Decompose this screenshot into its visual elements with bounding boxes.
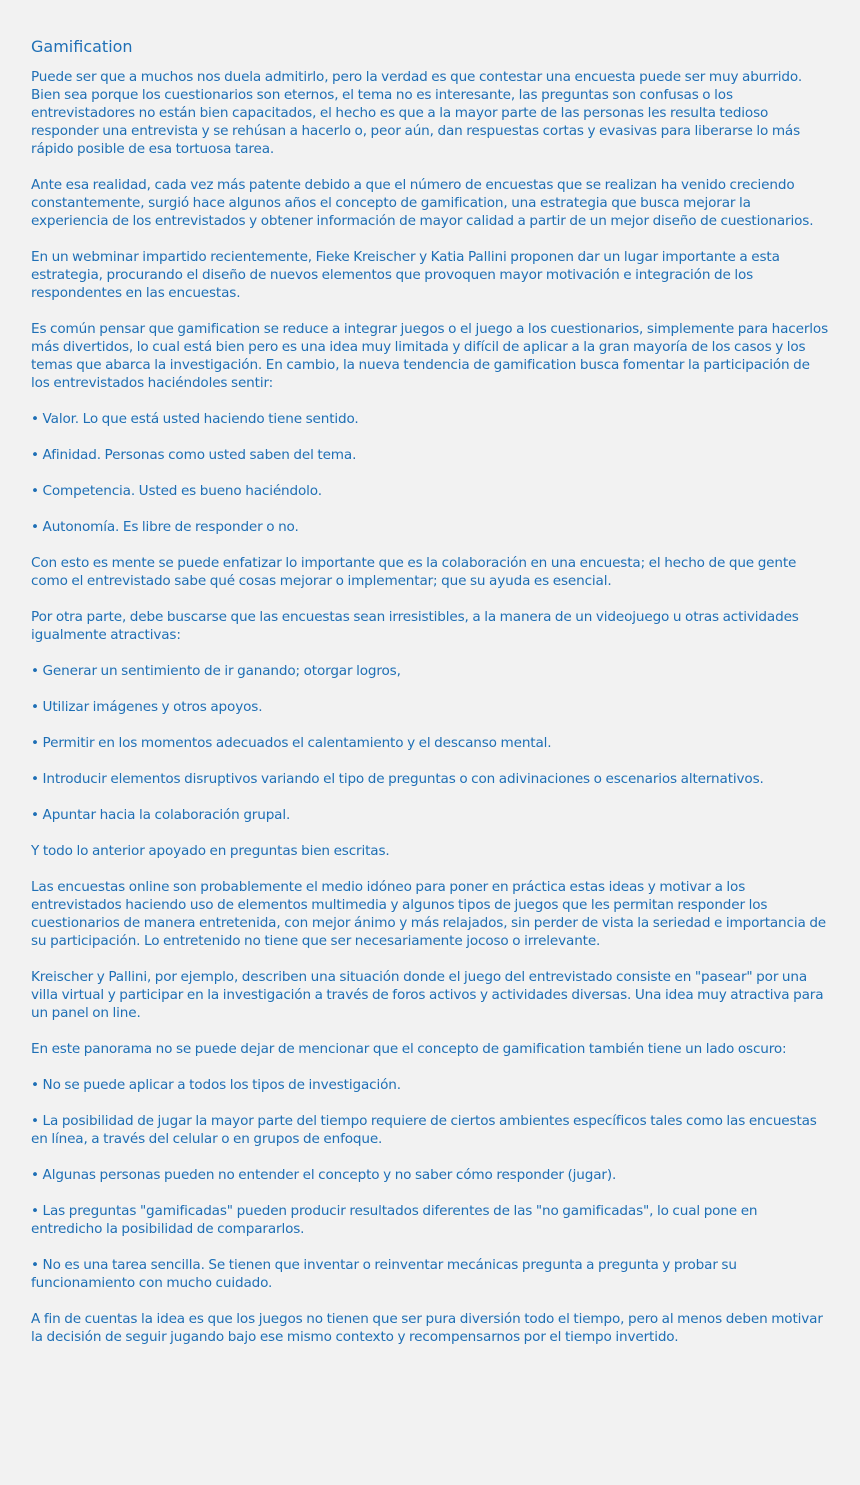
article-title: Gamification (31, 37, 133, 56)
bullet-item (31, 518, 828, 536)
bullet-dot-icon: • (31, 447, 43, 463)
bullet-dot-icon: • (31, 807, 43, 823)
bullet-text: La posibilidad de jugar la mayor parte del tiempo requiere de ciertos ambientes específicos tales como las encuestas en línea, a través del celular o en grupos de enfoque. (31, 1113, 817, 1147)
bullet-item (31, 446, 828, 464)
bullet-text: Permitir en los momentos adecuados el calentamiento y el descanso mental. (42, 735, 552, 751)
bullet-dot-icon: • (31, 699, 43, 715)
bullet-text: Apuntar hacia la colaboración grupal. (42, 807, 291, 823)
paragraph: En este panorama no se puede dejar de mencionar que el concepto de gamification también tiene un lado oscuro: (31, 1041, 787, 1057)
bullet-dot-icon: • (31, 1077, 43, 1093)
bullet-text: Valor. Lo que está usted haciendo tiene sentido. (42, 411, 359, 427)
bullet-item (31, 734, 828, 752)
bullet-text: Introducir elementos disruptivos variando el tipo de preguntas o con adivinaciones o escenarios alternativos. (42, 771, 764, 787)
paragraph: Ante esa realidad, cada vez más patente debido a que el número de encuestas que se realizan ha venido creciendo constantemente, surgió hace algunos años el concepto de gamification, una estrategia que busca mejorar la experiencia de los entrevistados y obtener información de mayor calidad a partir de un mejor diseño de cuestionarios. (31, 177, 814, 229)
paragraph: Es común pensar que gamification se reduce a integrar juegos o el juego a los cuestionarios, simplemente para hacerlos más divertidos, lo cual está bien pero es una idea muy limitada y difícil de aplicar a la gran mayoría de los casos y los temas que abarca la investigación. En cambio, la nueva tendencia de gamification busca fomentar la participación de los entrevistados haciéndoles sentir: (31, 321, 828, 391)
bullet-item (31, 482, 828, 500)
bullet-item (31, 1112, 828, 1148)
bullet-dot-icon: • (31, 1203, 43, 1219)
bullet-dot-icon: • (31, 1113, 43, 1129)
bullet-text: No es una tarea sencilla. Se tienen que inventar o reinventar mecánicas pregunta a pregunta y probar su funcionamiento con mucho cuidado. (31, 1257, 737, 1291)
bullet-item (31, 662, 828, 680)
bullet-item (31, 806, 828, 824)
paragraph: Con esto es mente se puede enfatizar lo importante que es la colaboración en una encuesta; el hecho de que gente como el entrevistado sabe qué cosas mejorar o implementar; que su ayuda es esencial. (31, 555, 797, 589)
bullet-text: Utilizar imágenes y otros apoyos. (42, 699, 263, 715)
bullet-dot-icon: • (31, 519, 43, 535)
paragraph: A fin de cuentas la idea es que los juegos no tienen que ser pura diversión todo el tiempo, pero al menos deben motivar la decisión de seguir jugando bajo ese mismo contexto y recompensarnos por el tiempo invertido. (31, 1311, 823, 1345)
bullet-item (31, 1202, 828, 1238)
paragraph: Y todo lo anterior apoyado en preguntas bien escritas. (31, 843, 390, 859)
paragraph: En un webminar impartido recientemente, Fieke Kreischer y Katia Pallini proponen dar un lugar importante a esta estrategia, procurando el diseño de nuevos elementos que provoquen mayor motivación e integración de los respondentes en las encuestas. (31, 249, 780, 301)
bullet-text: Competencia. Usted es bueno haciéndolo. (42, 483, 322, 499)
bullet-item (31, 1256, 828, 1292)
bullet-text: No se puede aplicar a todos los tipos de investigación. (42, 1077, 401, 1093)
bullet-dot-icon: • (31, 1257, 43, 1273)
paragraph: Las encuestas online son probablemente el medio idóneo para poner en práctica estas ideas y motivar a los entrevistados haciendo uso de elementos multimedia y algunos tipos de juegos que les permitan responder los cuestionarios de manera entretenida, con mejor ánimo y más relajados, sin perder de vista la seriedad e importancia de su participación. Lo entretenido no tiene que ser necesariamente jocoso o irrelevante. (31, 879, 827, 949)
bullet-item (31, 1076, 828, 1094)
bullet-dot-icon: • (31, 735, 43, 751)
bullet-text: Autonomía. Es libre de responder o no. (42, 519, 299, 535)
bullet-item (31, 698, 828, 716)
bullet-text: Generar un sentimiento de ir ganando; otorgar logros, (42, 663, 401, 679)
bullet-item (31, 410, 828, 428)
bullet-item (31, 770, 828, 788)
bullet-dot-icon: • (31, 771, 43, 787)
bullet-dot-icon: • (31, 1167, 43, 1183)
bullet-dot-icon: • (31, 663, 43, 679)
article-body (31, 68, 828, 1346)
paragraph: Por otra parte, debe buscarse que las encuestas sean irresistibles, a la manera de un videojuego u otras actividades igualmente atractivas: (31, 609, 799, 643)
bullet-dot-icon: • (31, 411, 43, 427)
bullet-item (31, 1166, 828, 1184)
bullet-dot-icon: • (31, 483, 43, 499)
bullet-text: Afinidad. Personas como usted saben del tema. (42, 447, 357, 463)
paragraph: Puede ser que a muchos nos duela admitirlo, pero la verdad es que contestar una encuesta puede ser muy aburrido. Bien sea porque los cuestionarios son eternos, el tema no es interesante, las preguntas son confusas o los entrevistadores no están bien capacitados, el hecho es que a la mayor parte de las personas les resulta tedioso responder una entrevista y se rehúsan a hacerlo o, peor aún, dan respuestas cortas y evasivas para liberarse lo más rápido posible de esa tortuosa tarea. (31, 69, 802, 157)
bullet-text: Algunas personas pueden no entender el concepto y no saber cómo responder (jugar). (42, 1167, 617, 1183)
paragraph: Kreischer y Pallini, por ejemplo, describen una situación donde el juego del entrevistado consiste en "pasear" por una villa virtual y participar en la investigación a través de foros activos y actividades diversas. Una idea muy atractiva para un panel on line. (31, 969, 824, 1021)
bullet-text: Las preguntas "gamificadas" pueden producir resultados diferentes de las "no gamificadas", lo cual pone en entredicho la posibilidad de compararlos. (31, 1203, 758, 1237)
